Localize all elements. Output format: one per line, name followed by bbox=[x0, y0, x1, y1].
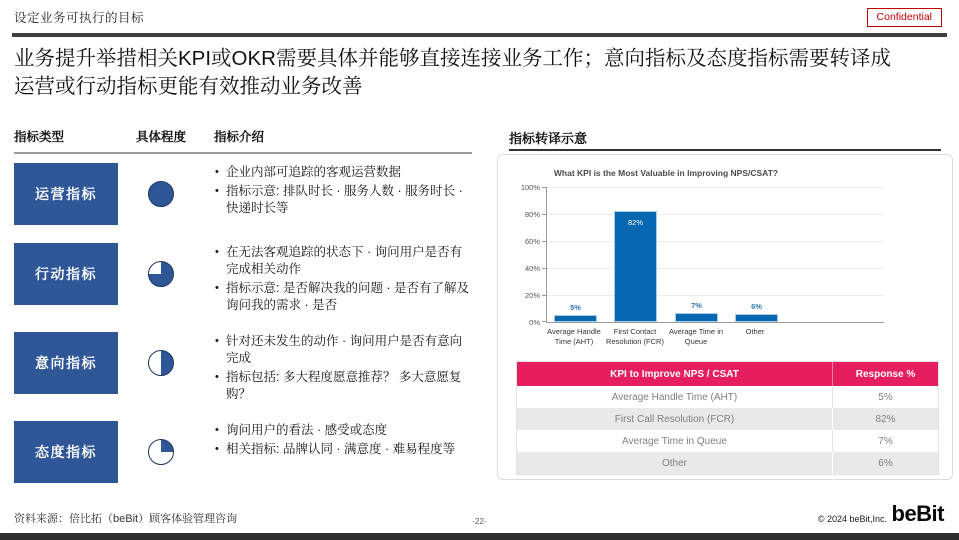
table-row bbox=[517, 452, 938, 474]
bar-queue-time bbox=[675, 187, 718, 322]
y-axis-label: 80% bbox=[524, 210, 540, 219]
bar-value-label: 82% bbox=[627, 218, 643, 227]
indicator-type-box: 运营指标 bbox=[14, 163, 118, 225]
indicator-table-header bbox=[14, 127, 472, 154]
x-axis-label: Average Time in Queue bbox=[668, 327, 724, 346]
bar-value-label: 6% bbox=[751, 302, 762, 311]
harvey-ball-full-icon bbox=[148, 181, 174, 207]
bar bbox=[614, 211, 657, 322]
kpi-cell: First Call Resolution (FCR) bbox=[614, 413, 735, 425]
bullet-item: • 指标包括: 多大程度愿意推荐？ 多大意愿复购？ bbox=[214, 369, 472, 403]
indicator-description bbox=[204, 163, 472, 225]
table-header-row bbox=[517, 362, 938, 386]
page-number: -22- bbox=[472, 517, 487, 526]
table-row bbox=[517, 386, 938, 408]
slide-title-line-1: 业务提升举措相关KPI或OKR需要具体并能够直接连接业务工作；意向指标及态度指标需要转译成 bbox=[14, 47, 891, 70]
response-cell: 6% bbox=[832, 452, 938, 474]
chart-title: What KPI is the Most Valuable in Improving NPS/CSAT? bbox=[553, 168, 779, 178]
specificity-cell bbox=[118, 421, 204, 483]
y-axis-tick bbox=[542, 295, 547, 296]
indicator-type-box: 态度指标 bbox=[14, 421, 118, 483]
table-row bbox=[517, 408, 938, 430]
y-axis-tick bbox=[542, 241, 547, 242]
bar-value-label: 5% bbox=[570, 303, 581, 312]
y-axis-tick bbox=[542, 187, 547, 188]
specificity-cell bbox=[118, 332, 204, 394]
indicator-rows bbox=[14, 163, 472, 483]
harvey-ball-three-quarter-icon bbox=[148, 261, 174, 287]
slide-title bbox=[14, 45, 954, 100]
table-row bbox=[14, 421, 472, 483]
response-cell: 82% bbox=[832, 408, 938, 430]
bullet-item: • 询问用户的看法 · 感受或态度 bbox=[214, 422, 472, 439]
bar-other bbox=[735, 187, 778, 322]
slide-kicker: 设定业务可执行的目标 bbox=[14, 11, 145, 25]
bullet-item: • 企业内部可追踪的客观运营数据 bbox=[214, 164, 472, 181]
section-heading-rule bbox=[509, 149, 941, 151]
x-axis-label: First Contact Resolution (FCR) bbox=[606, 327, 664, 346]
y-axis-label: 100% bbox=[520, 183, 540, 192]
indicator-description bbox=[204, 421, 472, 483]
response-cell: 7% bbox=[832, 430, 938, 452]
y-axis-tick bbox=[542, 321, 547, 322]
column-header-indicator-type: 指标类型 bbox=[14, 130, 65, 144]
table-header-kpi: KPI to Improve NPS / CSAT bbox=[610, 368, 739, 380]
top-rule bbox=[12, 33, 947, 37]
indicator-description bbox=[204, 243, 472, 314]
x-axis-label: Average Handle Time (AHT) bbox=[547, 327, 601, 346]
kpi-cell: Average Handle Time (AHT) bbox=[611, 391, 738, 403]
bar-value-label: 7% bbox=[691, 301, 702, 310]
y-axis-tick bbox=[542, 268, 547, 269]
bar-fcr bbox=[614, 187, 657, 322]
table-row bbox=[14, 332, 472, 403]
kpi-cell: Other bbox=[661, 457, 687, 469]
table-row bbox=[517, 430, 938, 452]
y-axis-label: 60% bbox=[524, 237, 540, 246]
y-axis-label: 0% bbox=[529, 318, 540, 327]
bar bbox=[735, 314, 778, 322]
source-note: 资料来源：倍比拓（beBit）顾客体验管理咨询 bbox=[14, 513, 238, 525]
column-header-specificity: 具体程度 bbox=[135, 130, 186, 144]
bullet-item: • 针对还未发生的动作 · 询问用户是否有意向完成 bbox=[214, 333, 472, 367]
kpi-cell: Average Time in Queue bbox=[622, 435, 727, 447]
y-axis-label: 40% bbox=[524, 264, 540, 273]
bullet-item: • 指标示意: 是否解决我的问题 · 是否有了解及询问我的需求 · 是否 bbox=[214, 280, 472, 314]
indicator-type-box: 行动指标 bbox=[14, 243, 118, 305]
bullet-item: • 相关指标: 品牌认同 · 满意度 · 难易程度等 bbox=[214, 441, 472, 458]
bullet-item: • 指标示意: 排队时长 · 服务人数 · 服务时长 · 快递时长等 bbox=[214, 183, 472, 217]
harvey-ball-quarter-icon bbox=[148, 439, 174, 465]
kpi-table bbox=[516, 361, 939, 475]
slide-title-line-2: 运营或行动指标更能有效推动业务改善 bbox=[14, 74, 363, 98]
copyright: © 2024 beBit,Inc. bbox=[817, 514, 887, 524]
bar-aht bbox=[554, 187, 597, 322]
section-heading: 指标转译示意 bbox=[509, 131, 588, 146]
specificity-cell bbox=[118, 163, 204, 225]
x-axis-label: Other bbox=[745, 327, 765, 336]
bar bbox=[554, 315, 597, 322]
y-axis-label: 20% bbox=[524, 291, 540, 300]
indicator-type-box: 意向指标 bbox=[14, 332, 118, 394]
confidential-badge: Confidential bbox=[867, 8, 942, 27]
response-cell: 5% bbox=[832, 386, 938, 408]
y-axis-tick bbox=[542, 214, 547, 215]
chart-card bbox=[497, 154, 953, 480]
bottom-bar bbox=[0, 533, 959, 540]
table-header-response: Response % bbox=[832, 362, 938, 386]
indicator-description bbox=[204, 332, 472, 403]
indicator-table bbox=[14, 127, 472, 483]
bebit-logo: beBit bbox=[891, 501, 944, 526]
table-row bbox=[14, 163, 472, 225]
bar-chart-plot-area bbox=[546, 187, 884, 323]
bullet-item: • 在无法客观追踪的状态下 · 询问用户是否有完成相关动作 bbox=[214, 244, 472, 278]
harvey-ball-half-icon bbox=[148, 350, 174, 376]
bar bbox=[675, 313, 718, 322]
table-body bbox=[517, 386, 938, 474]
specificity-cell bbox=[118, 243, 204, 305]
table-row bbox=[14, 243, 472, 314]
column-header-description: 指标介绍 bbox=[214, 130, 265, 144]
